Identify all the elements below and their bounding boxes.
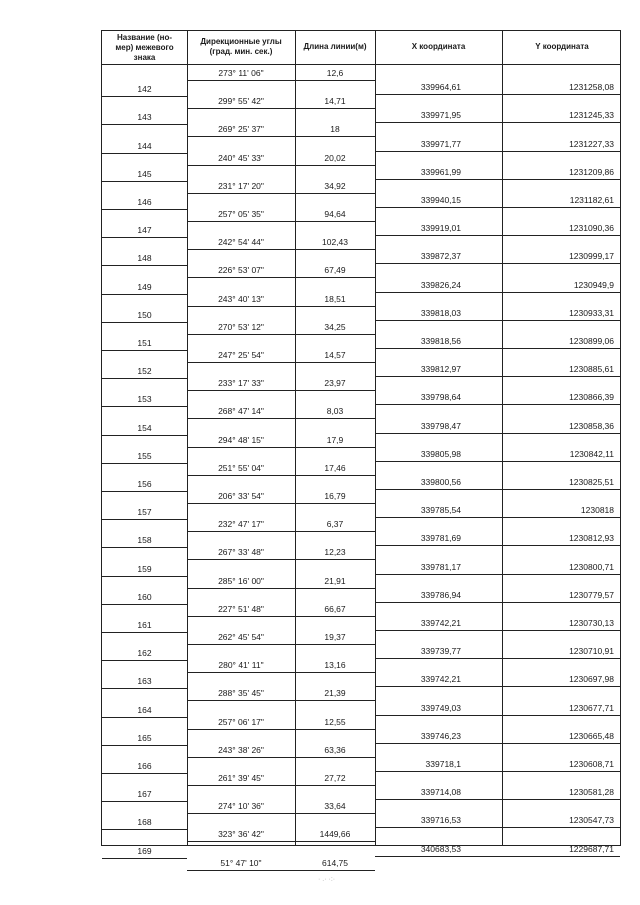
- direction-angle-cell: 231° 17' 20": [218, 180, 264, 191]
- x-coordinate-cell: 339716,53: [420, 815, 461, 826]
- line-length-cell: 17,9: [326, 434, 344, 445]
- direction-angle-cell: 280° 41' 11": [218, 660, 264, 671]
- y-coordinate-cell: 1231227,33: [569, 138, 614, 149]
- coordinate-row-divider: [375, 263, 620, 264]
- mark-row-divider: [102, 96, 187, 97]
- y-coordinate-cell: 1231245,33: [569, 110, 614, 121]
- direction-angle-cell: 206° 33' 54": [218, 491, 264, 501]
- line-length-cell: 12,23: [324, 547, 346, 558]
- direction-angle-cell: 240° 45' 33": [218, 152, 264, 163]
- y-coordinate-cell: 1230730,13: [569, 617, 614, 628]
- y-coordinate-cell: 1231209,86: [569, 166, 614, 177]
- coordinate-row-divider: [375, 574, 620, 575]
- mark-row-divider: [102, 350, 187, 351]
- line-length-cell: 21,91: [324, 575, 346, 586]
- mark-number-cell: 142: [137, 84, 152, 95]
- coordinate-row-divider: [375, 348, 620, 349]
- coordinate-row-divider: [375, 433, 620, 434]
- direction-angle-cell: 233° 17' 33": [218, 378, 264, 389]
- line-length-cell: 34,25: [324, 321, 346, 332]
- header-mark-line: Название (но-: [116, 33, 173, 42]
- x-coordinate-cell: 339742,21: [420, 674, 461, 685]
- mark-number-cell: 146: [137, 196, 152, 207]
- line-length-cell: 67,49: [324, 265, 346, 276]
- x-coordinate-cell: 339746,23: [420, 730, 461, 741]
- coordinate-row-divider: [375, 799, 620, 800]
- x-coordinate-cell: 339971,77: [420, 138, 461, 149]
- header-y: Y координата: [535, 42, 589, 51]
- mark-number-cell: 158: [137, 535, 152, 546]
- mark-row-divider: [102, 463, 187, 464]
- line-row-divider: [187, 418, 375, 419]
- direction-angle-cell: 257° 06' 17": [218, 716, 264, 727]
- mark-number-cell: 151: [137, 337, 152, 348]
- line-row-divider: [187, 249, 375, 250]
- y-coordinate-cell: 1230842,11: [569, 448, 614, 459]
- line-row-divider: [187, 306, 375, 307]
- mark-number-cell: 150: [137, 309, 152, 320]
- mark-row-divider: [102, 717, 187, 718]
- line-row-divider: [187, 80, 375, 81]
- mark-row-divider: [102, 688, 187, 689]
- coordinate-row-divider: [375, 630, 620, 631]
- line-length-cell: 33,64: [324, 801, 346, 812]
- coordinate-row-divider: [375, 461, 620, 462]
- y-coordinate-cell: 1230800,71: [569, 561, 614, 572]
- direction-angle-cell: 268° 47' 14": [218, 406, 264, 417]
- coordinate-row-divider: [375, 658, 620, 659]
- header-mark-line: мер) межевого: [115, 43, 174, 52]
- mark-number-cell: 164: [137, 704, 152, 715]
- line-length-cell: 8,03: [326, 406, 344, 417]
- mark-number-cell: 143: [137, 112, 152, 123]
- y-coordinate-cell: 1231258,08: [569, 82, 614, 93]
- line-row-divider: [187, 108, 375, 109]
- mark-number-cell: 145: [137, 168, 152, 179]
- direction-angle-cell: 267° 33' 48": [218, 547, 264, 558]
- line-row-divider: [187, 165, 375, 166]
- line-row-divider: [187, 559, 375, 560]
- mark-row-divider: [102, 858, 187, 859]
- x-coordinate-cell: 339971,95: [420, 110, 461, 121]
- y-coordinate-cell: 1229687,71: [569, 843, 614, 854]
- mark-row-divider: [102, 153, 187, 154]
- coordinate-row-divider: [375, 771, 620, 772]
- direction-angle-cell: 285° 16' 00": [218, 575, 264, 586]
- x-coordinate-cell: 339961,99: [420, 166, 461, 177]
- line-row-divider: [187, 757, 375, 758]
- direction-angle-cell: 288° 35' 45": [218, 688, 264, 699]
- mark-number-cell: 154: [137, 422, 152, 433]
- line-length-cell: 12,6: [326, 68, 344, 78]
- line-row-divider: [187, 277, 375, 278]
- y-coordinate-cell: 1230899,06: [569, 335, 614, 346]
- mark-number-cell: 165: [137, 732, 152, 743]
- header-divider: [102, 64, 620, 65]
- header-x: X координата: [411, 42, 466, 51]
- mark-row-divider: [102, 547, 187, 548]
- mark-number-cell: 160: [137, 591, 152, 602]
- direction-angle-cell: 226° 53' 07": [218, 265, 264, 276]
- direction-angle-cell: 262° 45' 54": [218, 632, 264, 642]
- x-coordinate-cell: 339739,77: [420, 646, 461, 657]
- line-length-cell: 66,67: [324, 603, 346, 614]
- line-row-divider: [187, 136, 375, 137]
- mark-row-divider: [102, 604, 187, 605]
- x-coordinate-cell: 339786,94: [420, 589, 461, 600]
- x-coordinate-cell: 339940,15: [420, 194, 461, 205]
- line-length-cell: 20,02: [324, 152, 346, 163]
- line-length-cell: 63,36: [324, 744, 346, 755]
- coordinate-row-divider: [375, 207, 620, 208]
- coordinate-row-divider: [375, 856, 620, 857]
- y-coordinate-cell: 1230665,48: [569, 730, 614, 741]
- direction-angle-cell: 242° 54' 44": [218, 237, 264, 248]
- x-coordinate-cell: 339781,17: [420, 561, 461, 572]
- y-coordinate-cell: 1230547,73: [569, 815, 614, 826]
- line-row-divider: [187, 503, 375, 504]
- mark-row-divider: [102, 322, 187, 323]
- y-coordinate-cell: 1230999,17: [569, 251, 614, 262]
- coordinate-row-divider: [375, 292, 620, 293]
- line-length-cell: 12,55: [324, 716, 346, 727]
- line-length-cell: 34,92: [324, 180, 346, 191]
- mark-number-cell: 168: [137, 817, 152, 828]
- line-length-cell: 21,39: [324, 688, 346, 699]
- direction-angle-cell: 247° 25' 54": [218, 350, 264, 360]
- direction-angle-cell: 243° 38' 26": [218, 744, 264, 755]
- coordinate-row-divider: [375, 489, 620, 490]
- mark-number-cell: 156: [137, 478, 152, 489]
- y-coordinate-cell: 1230949,9: [573, 279, 614, 290]
- line-row-divider: [187, 221, 375, 222]
- y-coordinate-cell: 1230581,28: [569, 787, 614, 798]
- mark-number-cell: 153: [137, 394, 152, 405]
- direction-angle-cell: 243° 40' 13": [218, 293, 264, 304]
- y-coordinate-cell: 1230710,91: [569, 646, 614, 657]
- mark-number-cell: 147: [137, 225, 152, 236]
- line-length-cell: 18,51: [324, 293, 346, 304]
- y-coordinate-cell: 1230885,61: [569, 364, 614, 375]
- y-coordinate-cell: 1230933,31: [569, 307, 614, 318]
- coordinate-row-divider: [375, 686, 620, 687]
- x-coordinate-cell: 339798,47: [420, 420, 461, 431]
- mark-number-cell: 144: [137, 140, 152, 151]
- mark-row-divider: [102, 491, 187, 492]
- line-row-divider: [187, 870, 375, 871]
- header-mark-line: знака: [133, 53, 156, 62]
- line-length-cell: 23,97: [324, 378, 346, 389]
- line-length-cell: 13,16: [324, 660, 346, 671]
- line-row-divider: [187, 813, 375, 814]
- y-coordinate-cell: 1230818: [580, 505, 614, 516]
- coordinate-row-divider: [375, 827, 620, 828]
- line-row-divider: [187, 334, 375, 335]
- mark-number-cell: 162: [137, 648, 152, 659]
- line-row-divider: [187, 588, 375, 589]
- header-length: Длина линии(м): [303, 42, 367, 51]
- mark-row-divider: [102, 435, 187, 436]
- x-coordinate-cell: 339800,56: [420, 476, 461, 487]
- y-coordinate-cell: 1230866,39: [569, 392, 614, 403]
- mark-number-cell: 155: [137, 450, 152, 461]
- mark-number-cell: 166: [137, 760, 152, 771]
- coordinate-row-divider: [375, 122, 620, 123]
- direction-angle-cell: 274° 10' 36": [218, 801, 264, 812]
- mark-number-cell: 152: [137, 366, 152, 377]
- x-coordinate-cell: 339798,64: [420, 392, 461, 403]
- coordinate-row-divider: [375, 545, 620, 546]
- y-coordinate-cell: 1231182,61: [569, 194, 614, 205]
- header-direction: [187, 37, 295, 57]
- coordinate-row-divider: [375, 743, 620, 744]
- line-row-divider: [187, 785, 375, 786]
- mark-row-divider: [102, 632, 187, 633]
- mark-row-divider: [102, 294, 187, 295]
- mark-row-divider: [102, 519, 187, 520]
- mark-row-divider: [102, 801, 187, 802]
- direction-angle-cell: 257° 05' 35": [218, 209, 264, 219]
- coordinate-row-divider: [375, 94, 620, 95]
- line-row-divider: [187, 193, 375, 194]
- line-row-divider: [187, 447, 375, 448]
- x-coordinate-cell: 339919,01: [420, 223, 461, 234]
- coordinate-row-divider: [375, 376, 620, 377]
- x-coordinate-cell: 339872,37: [420, 251, 461, 262]
- line-length-cell: 614,75: [322, 857, 348, 868]
- mark-number-cell: 169: [137, 845, 152, 856]
- mark-row-divider: [102, 406, 187, 407]
- coordinate-row-divider: [375, 320, 620, 321]
- mark-number-cell: 163: [137, 676, 152, 687]
- direction-angle-cell: 251° 55' 04": [218, 462, 264, 473]
- column-divider: [375, 31, 376, 845]
- y-coordinate-cell: 1230608,71: [569, 758, 614, 769]
- direction-angle-cell: 261° 39' 45": [218, 773, 264, 783]
- mark-number-cell: 167: [137, 789, 152, 800]
- coordinate-row-divider: [375, 151, 620, 152]
- coordinate-row-divider: [375, 517, 620, 518]
- x-coordinate-cell: 339826,24: [420, 279, 461, 290]
- coordinates-table: [101, 30, 621, 868]
- direction-angle-cell: 270° 53' 12": [218, 321, 264, 332]
- x-coordinate-cell: 339805,98: [420, 448, 461, 459]
- direction-angle-cell: 227° 51' 48": [218, 603, 264, 614]
- y-coordinate-cell: 1231090,36: [569, 223, 614, 234]
- x-coordinate-cell: 339964,61: [420, 82, 461, 93]
- y-coordinate-cell: 1230825,51: [569, 476, 614, 487]
- line-length-cell: 102,43: [322, 237, 348, 248]
- line-length-cell: 14,57: [324, 350, 346, 360]
- line-length-cell: 94,64: [324, 209, 346, 219]
- line-length-cell: 27,72: [324, 773, 346, 783]
- column-divider: [502, 31, 503, 845]
- line-row-divider: [187, 729, 375, 730]
- scan-artifact: · .· ·:·: [318, 876, 336, 883]
- x-coordinate-cell: 339714,08: [420, 787, 461, 798]
- mark-row-divider: [102, 378, 187, 379]
- x-coordinate-cell: 339749,03: [420, 702, 461, 713]
- x-coordinate-cell: 340683,53: [420, 843, 461, 854]
- line-row-divider: [187, 672, 375, 673]
- x-coordinate-cell: 339781,69: [420, 533, 461, 544]
- mark-number-cell: 161: [137, 619, 152, 630]
- coordinate-row-divider: [375, 235, 620, 236]
- header-mark: [102, 33, 187, 63]
- coordinate-row-divider: [375, 715, 620, 716]
- header-direction-line: (град. мин. сек.): [209, 47, 273, 56]
- line-length-cell: 6,37: [326, 519, 344, 530]
- direction-angle-cell: 51° 47' 10": [220, 857, 262, 868]
- y-coordinate-cell: 1230697,98: [569, 674, 614, 685]
- y-coordinate-cell: 1230677,71: [569, 702, 614, 713]
- line-row-divider: [187, 475, 375, 476]
- y-coordinate-cell: 1230812,93: [569, 533, 614, 544]
- direction-angle-cell: 294° 48' 15": [218, 434, 264, 445]
- coordinate-row-divider: [375, 404, 620, 405]
- x-coordinate-cell: 339742,21: [420, 617, 461, 628]
- mark-row-divider: [102, 265, 187, 266]
- mark-row-divider: [102, 209, 187, 210]
- line-length-cell: 18: [330, 124, 340, 135]
- y-coordinate-cell: 1230779,57: [569, 589, 614, 600]
- line-length-cell: 14,71: [324, 96, 346, 107]
- mark-number-cell: 157: [137, 507, 152, 518]
- line-row-divider: [187, 362, 375, 363]
- mark-row-divider: [102, 237, 187, 238]
- mark-row-divider: [102, 124, 187, 125]
- coordinate-row-divider: [375, 179, 620, 180]
- x-coordinate-cell: 339812,97: [420, 364, 461, 375]
- mark-number-cell: 148: [137, 253, 152, 264]
- mark-number-cell: 159: [137, 563, 152, 574]
- line-row-divider: [187, 531, 375, 532]
- header-direction-line: Дирекционные углы: [200, 37, 282, 46]
- line-length-cell: 19,37: [324, 632, 346, 642]
- direction-angle-cell: 323° 36' 42": [218, 829, 264, 840]
- line-length-cell: 17,46: [324, 462, 346, 473]
- mark-row-divider: [102, 181, 187, 182]
- line-row-divider: [187, 841, 375, 842]
- x-coordinate-cell: 339818,56: [420, 335, 461, 346]
- direction-angle-cell: 232° 47' 17": [218, 519, 264, 530]
- y-coordinate-cell: 1230858,36: [569, 420, 614, 431]
- x-coordinate-cell: 339718,1: [425, 758, 461, 769]
- line-row-divider: [187, 390, 375, 391]
- direction-angle-cell: 299° 55' 42": [218, 96, 264, 107]
- line-row-divider: [187, 616, 375, 617]
- line-length-cell: 16,79: [324, 491, 346, 501]
- line-row-divider: [187, 700, 375, 701]
- direction-angle-cell: 273° 11' 06": [218, 68, 264, 78]
- mark-row-divider: [102, 660, 187, 661]
- mark-row-divider: [102, 576, 187, 577]
- direction-angle-cell: 269° 25' 37": [218, 124, 264, 135]
- line-row-divider: [187, 644, 375, 645]
- x-coordinate-cell: 339785,54: [420, 505, 461, 516]
- x-coordinate-cell: 339818,03: [420, 307, 461, 318]
- mark-row-divider: [102, 745, 187, 746]
- line-length-cell: 1449,66: [319, 829, 351, 840]
- mark-number-cell: 149: [137, 281, 152, 292]
- mark-row-divider: [102, 773, 187, 774]
- mark-row-divider: [102, 829, 187, 830]
- coordinate-row-divider: [375, 602, 620, 603]
